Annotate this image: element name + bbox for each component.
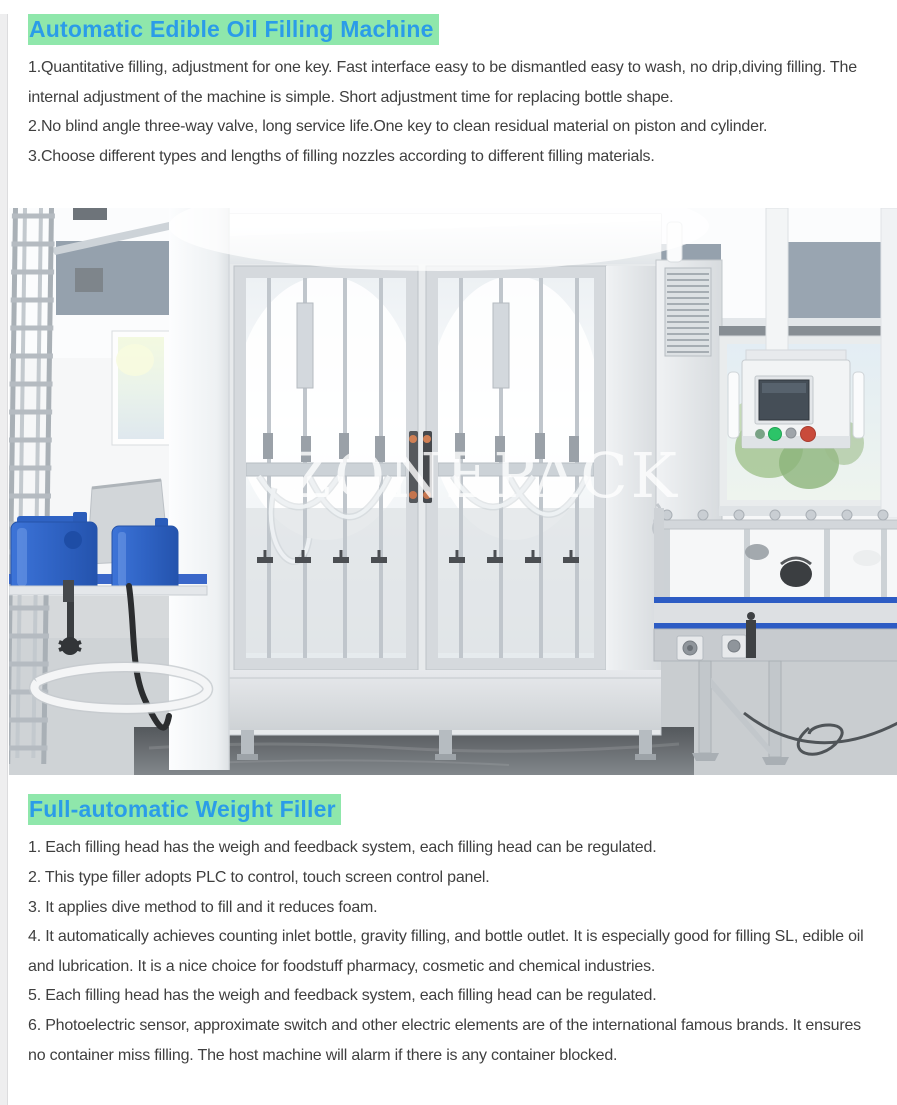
filling-machine-feature-list (28, 44, 880, 171)
page-title-highlight: Automatic Edible Oil Filling Machine (28, 14, 439, 45)
machine-photo-illustration (9, 208, 897, 775)
feature-point-4: 4. It automatically achieves counting inlet bottle, gravity filling, and bottle outlet. It is especially good for filling SL, edible oil and lubrication. It is a nice choice for foodstuff pharmacy, cosmetic and chemical industries. (28, 922, 880, 981)
weight-filler-feature-list (28, 824, 880, 1070)
product-description-page (9, 14, 897, 1070)
section-heading-highlight: Full-automatic Weight Filler (28, 794, 341, 825)
jerrycan-1 (11, 512, 97, 594)
feature-point-3: 3.Choose different types and lengths of filling nozzles according to different filling materials. (28, 142, 880, 172)
wall-window-left (112, 331, 170, 445)
right-edge-pillar (881, 208, 897, 518)
panel-button-dim (755, 429, 765, 439)
section-heading (28, 794, 880, 824)
feature-point-2: 2.No blind angle three-way valve, long service life.One key to clean residual material on piston and cylinder. (28, 112, 880, 142)
panel-button-green (769, 428, 782, 441)
pillar (169, 208, 229, 770)
feature-point-1: 1. Each filling head has the weigh and feedback system, each filling head can be regulated. (28, 833, 880, 863)
page-title (28, 14, 880, 44)
motor-block (780, 561, 812, 587)
feature-point-5: 5. Each filling head has the weigh and feedback system, each filling head can be regulated. (28, 981, 880, 1011)
feature-point-1: 1.Quantitative filling, adjustment for one key. Fast interface easy to be dismantled easy to wash, no drip,diving filling. The internal adjustment of the machine is simple. Short adjustment time for replacing bottle shape. (28, 53, 880, 112)
page-left-margin-strip (0, 14, 8, 1105)
feature-point-3: 3. It applies dive method to fill and it reduces foam. (28, 893, 880, 923)
section-weight-filler (9, 794, 897, 1070)
jerrycan-2 (112, 518, 178, 594)
feature-point-2: 2. This type filler adopts PLC to control, touch screen control panel. (28, 863, 880, 893)
photo-watermark: ZONEPACK (288, 439, 680, 512)
feature-point-6: 6. Photoelectric sensor, approximate switch and other electric elements are of the international famous brands. It ensures no container miss filling. The host machine will alarm if there is any container blocked. (28, 1011, 880, 1070)
panel-button-red (801, 427, 816, 442)
machine-photo (9, 208, 897, 775)
panel-button-gray (786, 428, 796, 438)
sensor-clamp (746, 620, 756, 658)
section-filling-machine (9, 14, 897, 171)
